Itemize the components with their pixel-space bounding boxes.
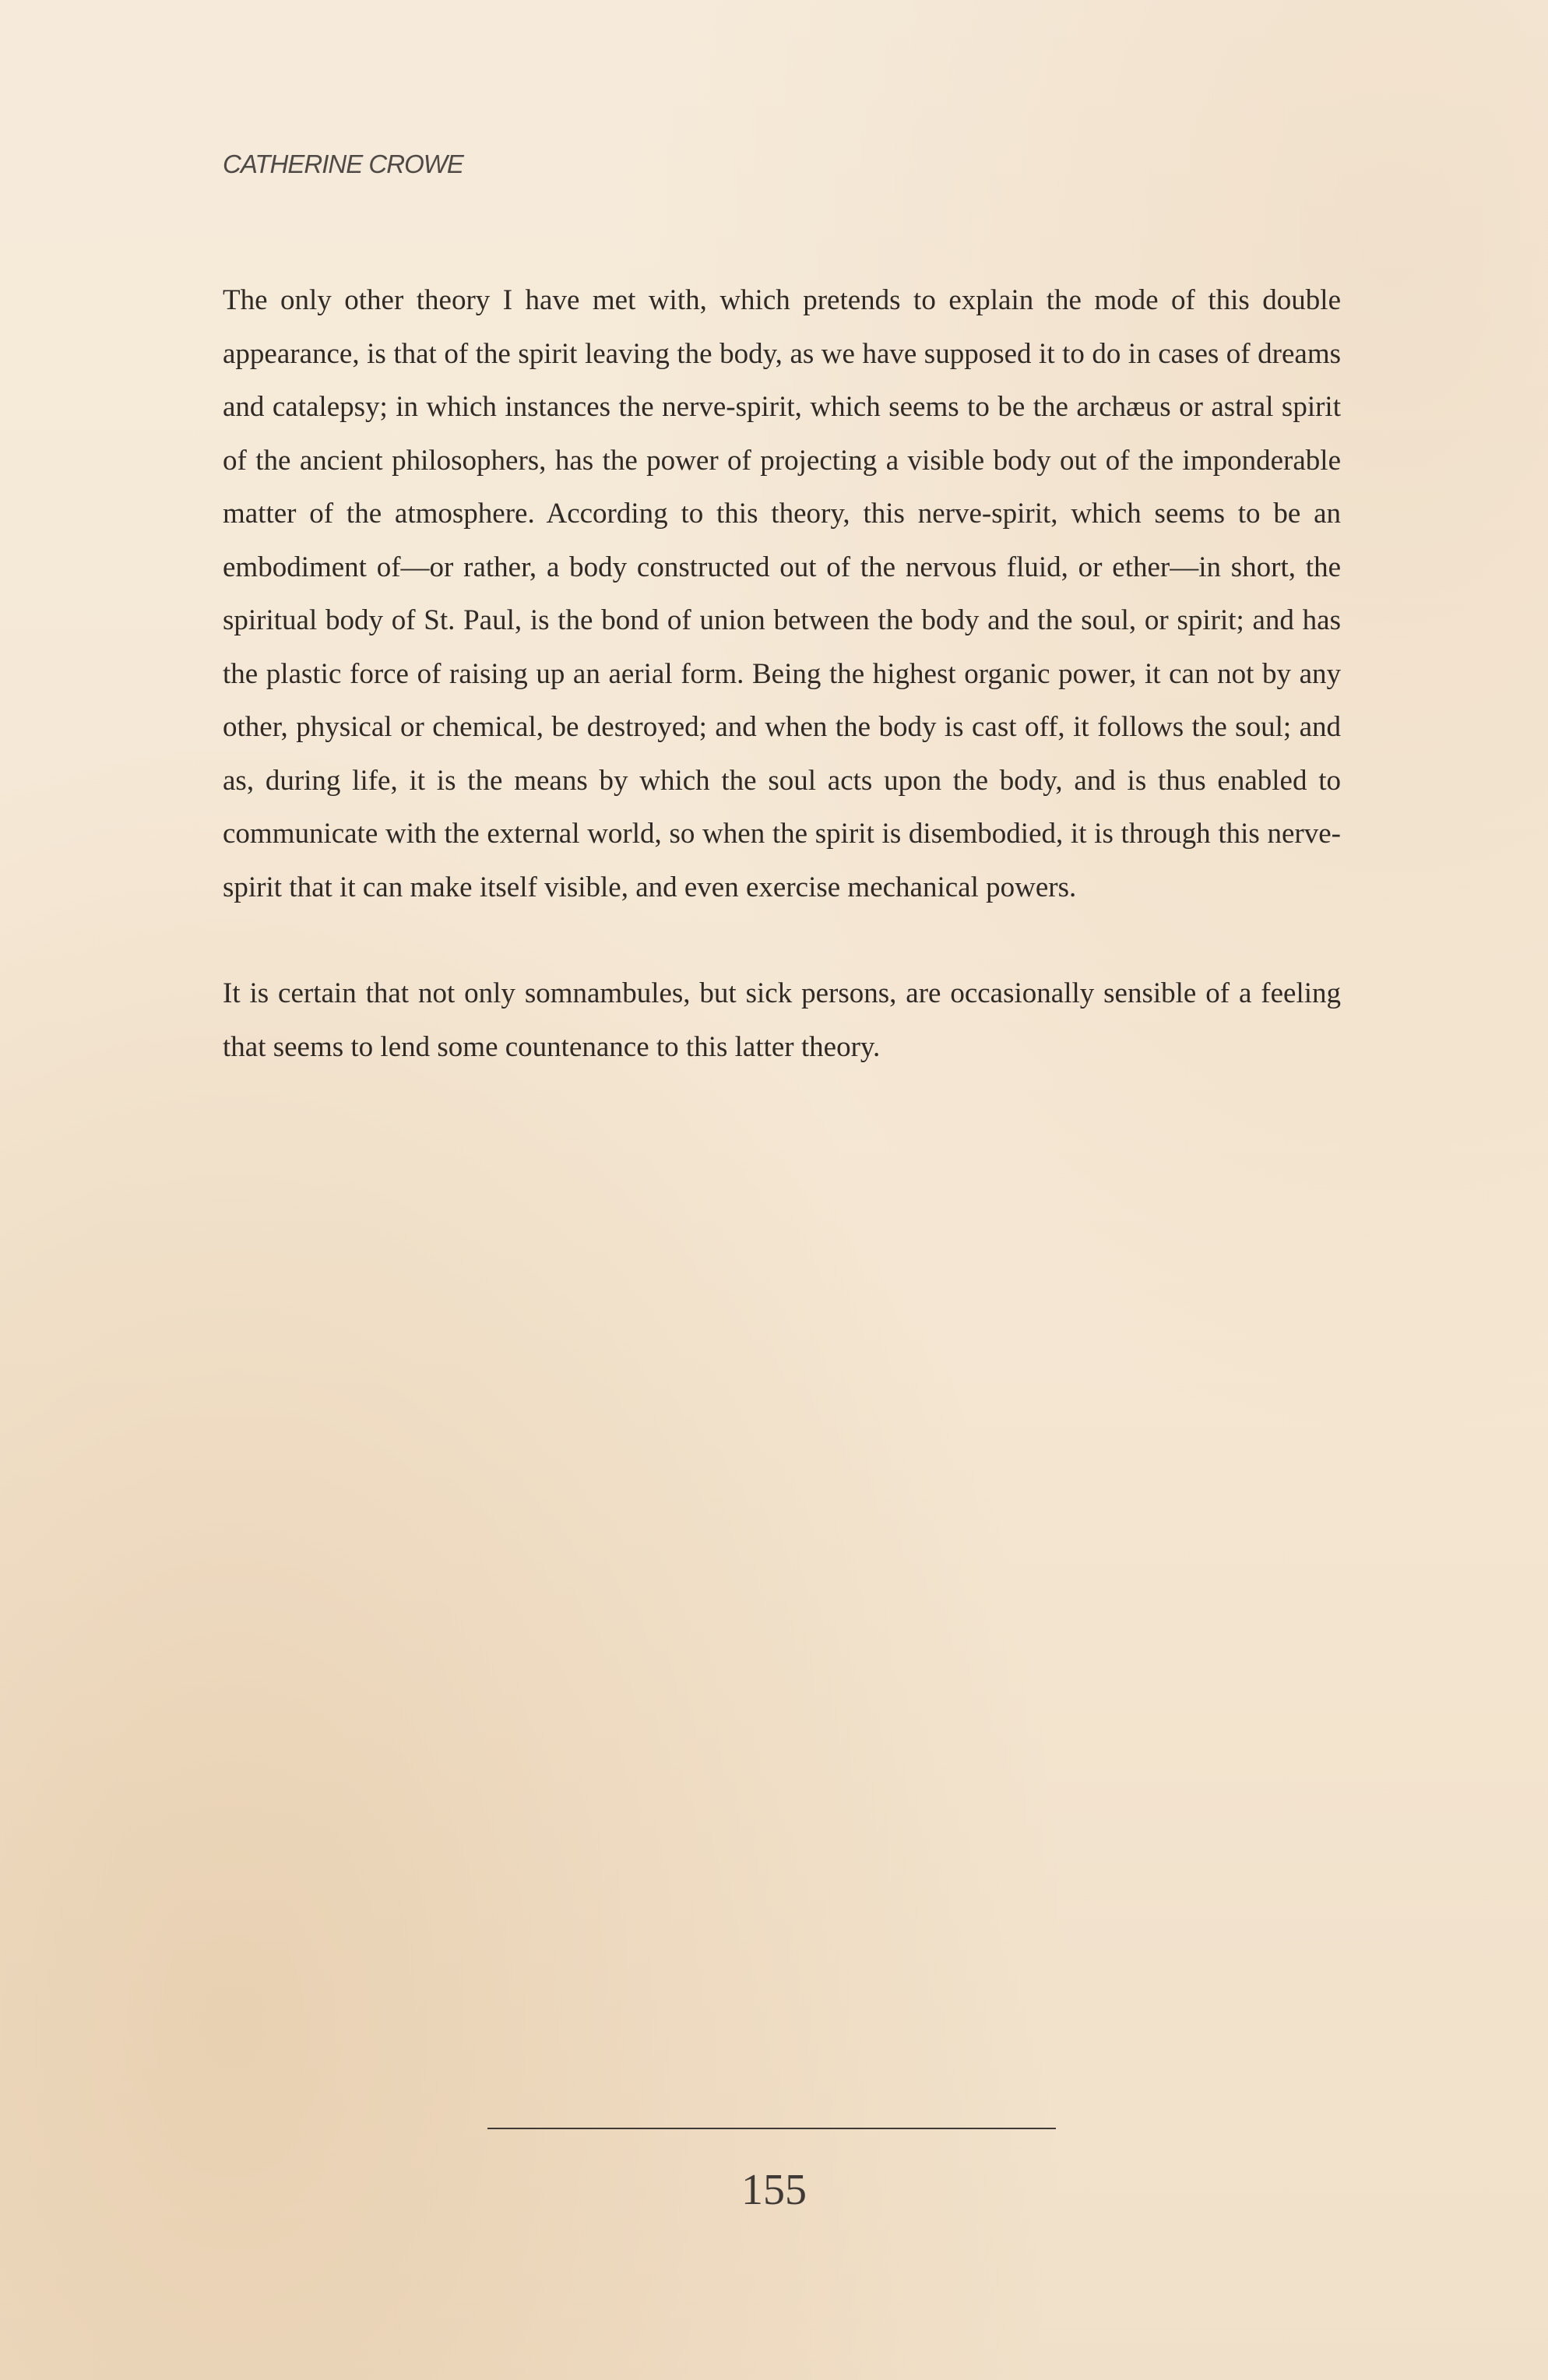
paragraph-2: It is certain that not only somnambules, but sick persons, are occasionally sensible of a feeling that seems to lend some countenance to this latter theory. bbox=[223, 977, 1341, 1063]
running-head: CATHERINE CROWE bbox=[223, 150, 463, 178]
body-text bbox=[223, 274, 1341, 1074]
paragraph-1: The only other theory I have met with, which pretends to explain the mode of this double appearance, is that of the spirit leaving the body, as we have supposed it to do in cases of dreams and catalepsy; in which instances the nerve-spirit, which seems to be the archæus or astral spirit of the ancient philosophers, has the power of projecting a visible body out of the imponderable matter of the atmosphere. According to this theory, this nerve-spirit, which seems to be an embodiment of—or rather, a body constructed out of the nervous fluid, or ether—in short, the spiritual body of St. Paul, is the bond of union between the body and the soul, or spirit; and has the plastic force of raising up an aerial form. Being the highest organic power, it can not by any other, physical or chemical, be destroyed; and when the body is cast off, it follows the soul; and as, during life, it is the means by which the soul acts upon the body, and is thus enabled to communicate with the external world, so when the spirit is disembodied, it is through this nerve-spirit that it can make itself visible, and even exercise mechanical powers. bbox=[223, 284, 1341, 903]
footer-rule bbox=[487, 2128, 1056, 2129]
page-number: 155 bbox=[741, 2166, 807, 2214]
